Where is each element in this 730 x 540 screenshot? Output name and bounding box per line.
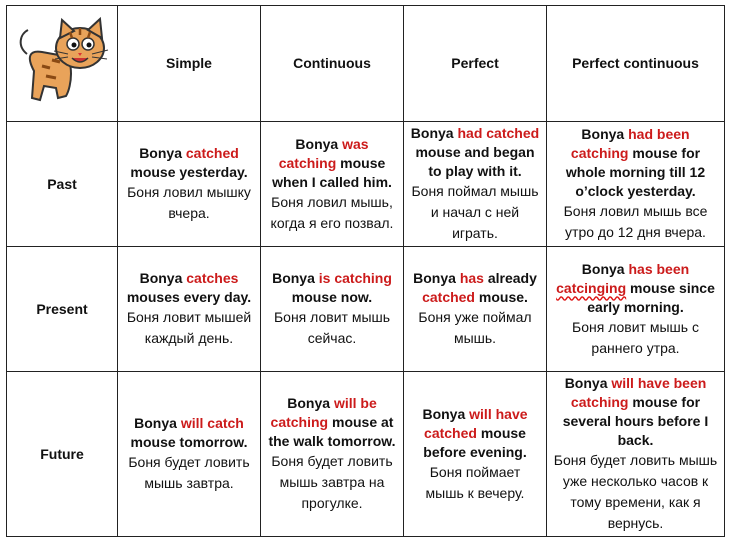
russian-translation: Боня поймает мышь к вечеру. bbox=[425, 463, 525, 501]
cell-future-perfect bbox=[404, 372, 547, 537]
russian-translation: Боня ловит мышь с раннего утра. bbox=[572, 318, 699, 356]
english-sentence: Bonya catched mouse yesterday. bbox=[130, 145, 248, 180]
english-sentence: Bonya has already catched mouse. bbox=[413, 270, 537, 305]
cell-past-simple bbox=[118, 122, 261, 247]
row-header-past: Past bbox=[7, 122, 118, 247]
english-sentence: Bonya will have catched mouse before evening. bbox=[422, 405, 528, 460]
english-sentence: Bonya catches mouses every day. bbox=[126, 270, 252, 305]
corner-cell bbox=[7, 6, 118, 122]
english-sentence: Bonya has been catcinging mouse since early morning. bbox=[556, 260, 715, 315]
english-sentence: Bonya was catching mouse when I called him. bbox=[272, 135, 392, 190]
row-header-future: Future bbox=[7, 372, 118, 537]
russian-translation: Боня ловит мышей каждый день. bbox=[126, 309, 252, 346]
row-header-present: Present bbox=[7, 247, 118, 372]
tenses-table bbox=[6, 5, 725, 537]
english-sentence: Bonya is catching mouse now. bbox=[272, 270, 392, 305]
column-header-continuous: Continuous bbox=[261, 6, 404, 122]
cell-present-simple bbox=[118, 247, 261, 372]
russian-translation: Боня ловил мышь все утро до 12 дня вчера. bbox=[563, 203, 708, 240]
cell-past-perfect-continuous bbox=[547, 122, 725, 247]
russian-translation: Боня ловил мышь, когда я его позвал. bbox=[270, 193, 394, 231]
cell-future-perfect-continuous bbox=[547, 372, 725, 537]
english-sentence: Bonya will be catching mouse at the walk tomorrow. bbox=[268, 395, 396, 449]
russian-translation: Боня будет ловить мышь уже несколько часов к тому времени, как я вернусь. bbox=[553, 452, 718, 531]
column-header-perfect: Perfect bbox=[404, 6, 547, 122]
cat-illustration-icon bbox=[12, 16, 112, 111]
header-row bbox=[7, 6, 725, 122]
cell-present-continuous bbox=[261, 247, 404, 372]
cell-future-continuous bbox=[261, 372, 404, 537]
english-sentence: Bonya had been catching mouse for whole morning till 12 o’clock yesterday. bbox=[565, 126, 706, 199]
cell-past-perfect bbox=[404, 122, 547, 247]
column-header-perfect-continuous: Perfect continuous bbox=[547, 6, 725, 122]
column-header-simple: Simple bbox=[118, 6, 261, 122]
english-sentence: Bonya had catched mouse and began to play with it. bbox=[410, 125, 540, 179]
russian-translation: Боня ловит мышь сейчас. bbox=[273, 309, 391, 346]
table-row-future bbox=[7, 372, 725, 537]
english-sentence: Bonya will catch mouse tomorrow. bbox=[130, 415, 248, 450]
cell-present-perfect-continuous bbox=[547, 247, 725, 372]
cell-past-continuous bbox=[261, 122, 404, 247]
table-row-present bbox=[7, 247, 725, 372]
russian-translation: Боня будет ловить мышь завтра на прогулке. bbox=[271, 453, 393, 511]
russian-translation: Боня уже поймал мышь. bbox=[418, 309, 532, 346]
cell-future-simple bbox=[118, 372, 261, 537]
russian-translation: Боня ловил мышку вчера. bbox=[127, 184, 251, 221]
russian-translation: Боня поймал мышь и начал с ней играть. bbox=[411, 183, 539, 241]
russian-translation: Боня будет ловить мышь завтра. bbox=[128, 454, 250, 491]
cell-present-perfect bbox=[404, 247, 547, 372]
english-sentence: Bonya will have been catching mouse for several hours before I back. bbox=[562, 375, 709, 448]
table-row-past bbox=[7, 122, 725, 247]
